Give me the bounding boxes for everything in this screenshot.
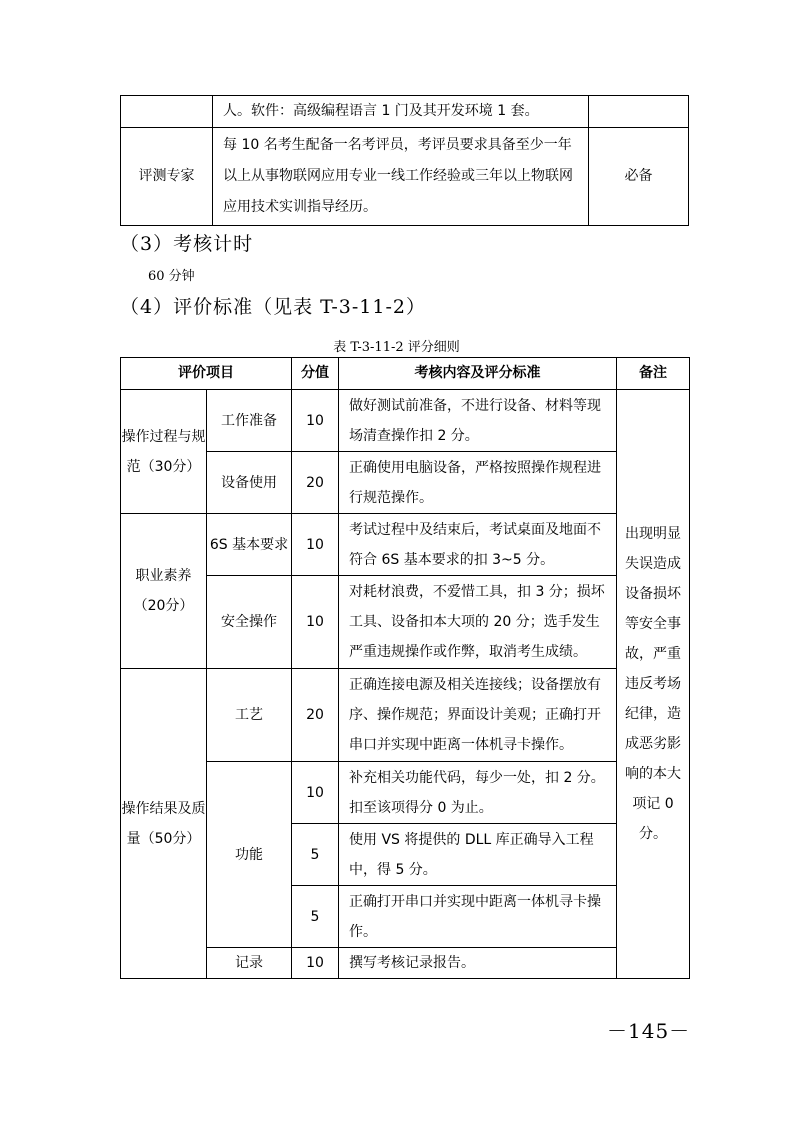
section-heading: （4）评价标准（见表 T-3-11-2） — [120, 296, 426, 318]
table-row — [121, 948, 690, 979]
table-cell: 设备使用 — [207, 452, 292, 514]
table-cell: 20 — [292, 452, 339, 514]
table-cell: 职业素养（20分） — [121, 514, 207, 669]
table-cell: 安全操作 — [207, 576, 292, 669]
table-cell: 正确打开串口并实现中距离一体机寻卡操作。 — [339, 886, 617, 948]
table-cell: 20 — [292, 669, 339, 762]
scoring-table — [120, 357, 690, 979]
section-heading: （3）考核计时 — [120, 233, 254, 255]
table-row — [121, 390, 690, 452]
table-caption: 表 T-3-11-2 评分细则 — [333, 340, 460, 355]
table-row — [121, 96, 689, 128]
table-cell: 考试过程中及结束后，考试桌面及地面不符合 6S 基本要求的扣 3~5 分。 — [339, 514, 617, 576]
table-cell: 工艺 — [207, 669, 292, 762]
table-row — [121, 128, 689, 226]
table-cell: 做好测试前准备，不进行设备、材料等现场清查操作扣 2 分。 — [339, 390, 617, 452]
table-cell: 每 10 名考生配备一名考评员，考评员要求具备至少一年以上从事物联网应用专业一线工作经验或三年以上物联网应用技术实训指导经历。 — [213, 128, 589, 226]
table-cell: 10 — [292, 576, 339, 669]
equipment-table — [120, 95, 689, 226]
table-cell: 撰写考核记录报告。 — [339, 948, 617, 979]
table-header-row — [121, 358, 690, 390]
table-cell: 10 — [292, 514, 339, 576]
table-cell: 对耗材浪费，不爱惜工具，扣 3 分；损坏工具、设备扣本大项的 20 分；选手发生严重违规操作或作弊，取消考生成绩。 — [339, 576, 617, 669]
table-cell: 工作准备 — [207, 390, 292, 452]
table-row — [121, 762, 690, 824]
table-cell: 5 — [292, 824, 339, 886]
table-cell: 正确连接电源及相关连接线；设备摆放有序、操作规范；界面设计美观；正确打开串口并实现中距离一体机寻卡操作。 — [339, 669, 617, 762]
table-cell: 10 — [292, 762, 339, 824]
table-cell: 评测专家 — [121, 128, 213, 226]
table-cell: 10 — [292, 390, 339, 452]
table-cell — [589, 96, 689, 128]
table-cell: 人。软件：高级编程语言 1 门及其开发环境 1 套。 — [213, 96, 589, 128]
table-cell — [121, 96, 213, 128]
table-header: 分值 — [292, 358, 339, 390]
page-number: －145－ — [607, 1019, 691, 1043]
table-cell: 使用 VS 将提供的 DLL 库正确导入工程中，得 5 分。 — [339, 824, 617, 886]
table-cell: 操作过程与规范（30分） — [121, 390, 207, 514]
table-cell: 5 — [292, 886, 339, 948]
table-cell: 10 — [292, 948, 339, 979]
table-row — [121, 452, 690, 514]
table-cell: 功能 — [207, 762, 292, 948]
table-row — [121, 576, 690, 669]
table-row — [121, 514, 690, 576]
table-header: 备注 — [617, 358, 690, 390]
table-header: 考核内容及评分标准 — [339, 358, 617, 390]
table-header: 评价项目 — [121, 358, 292, 390]
table-cell: 操作结果及质量（50分） — [121, 669, 207, 979]
table-cell: 必备 — [589, 128, 689, 226]
table-cell: 6S 基本要求 — [207, 514, 292, 576]
table-row — [121, 669, 690, 762]
table-cell: 正确使用电脑设备，严格按照操作规程进行规范操作。 — [339, 452, 617, 514]
table-cell: 出现明显失误造成设备损坏等安全事故，严重违反考场纪律，造成恶劣影响的本大项记 0 分。 — [617, 390, 690, 979]
table-cell: 记录 — [207, 948, 292, 979]
timing-text: 60 分钟 — [148, 269, 195, 284]
table-cell: 补充相关功能代码，每少一处，扣 2 分。扣至该项得分 0 为止。 — [339, 762, 617, 824]
